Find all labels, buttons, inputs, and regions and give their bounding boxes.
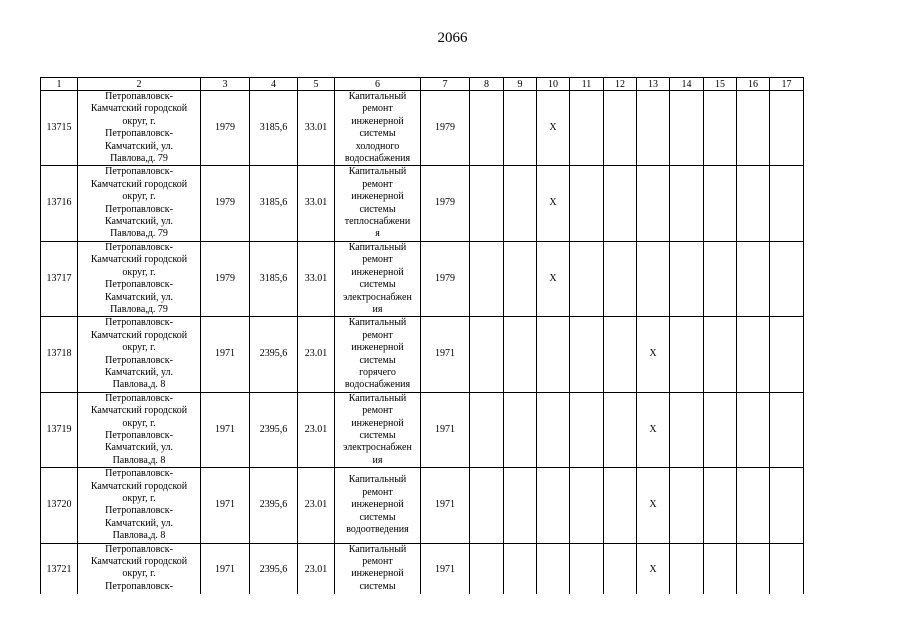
record-id-cell: 13718 xyxy=(41,317,78,392)
column-header: 11 xyxy=(570,78,604,91)
period-8-cell xyxy=(470,543,504,597)
period-13-cell xyxy=(637,166,670,241)
period-10-cell: X xyxy=(537,91,570,166)
column-header: 14 xyxy=(670,78,704,91)
year-cell: 1979 xyxy=(421,91,470,166)
code-cell: 23.01 xyxy=(298,317,335,392)
work-type-cell: Капитальный ремонт инженерной системы водоотведения xyxy=(335,468,421,543)
period-15-cell xyxy=(704,392,737,467)
column-header: 10 xyxy=(537,78,570,91)
record-id-cell: 13721 xyxy=(41,543,78,597)
table-row xyxy=(41,392,804,467)
address-cell: Петропавловск- Камчатский городской округ, г. Петропавловск- Камчатский, ул. Павлова,д. 8 xyxy=(78,317,201,392)
code-cell: 23.01 xyxy=(298,468,335,543)
year-cell: 1971 xyxy=(421,392,470,467)
period-12-cell xyxy=(604,468,637,543)
address-cell: Петропавловск- Камчатский городской округ, г. Петропавловск- Камчатский, ул. Павлова,д. 79 xyxy=(78,166,201,241)
record-id-cell: 13719 xyxy=(41,392,78,467)
work-type-cell: Капитальный ремонт инженерной системы горячего водоснабжения xyxy=(335,317,421,392)
work-type-cell: Капитальный ремонт инженерной системы xyxy=(335,543,421,597)
period-11-cell xyxy=(570,392,604,467)
period-17-cell xyxy=(770,468,804,543)
period-17-cell xyxy=(770,543,804,597)
period-15-cell xyxy=(704,166,737,241)
address-cell: Петропавловск- Камчатский городской округ, г. Петропавловск- xyxy=(78,543,201,597)
table-row xyxy=(41,241,804,316)
period-11-cell xyxy=(570,91,604,166)
period-10-cell xyxy=(537,392,570,467)
column-header: 15 xyxy=(704,78,737,91)
year-cell: 1979 xyxy=(421,241,470,316)
address-cell: Петропавловск- Камчатский городской округ, г. Петропавловск- Камчатский, ул. Павлова,д. 8 xyxy=(78,468,201,543)
area-cell: 2395,6 xyxy=(250,468,298,543)
period-9-cell xyxy=(504,543,537,597)
column-header: 8 xyxy=(470,78,504,91)
period-14-cell xyxy=(670,392,704,467)
period-12-cell xyxy=(604,91,637,166)
column-header: 12 xyxy=(604,78,637,91)
period-13-cell: X xyxy=(637,543,670,597)
work-type-cell: Капитальный ремонт инженерной системы электроснабжен ия xyxy=(335,241,421,316)
period-11-cell xyxy=(570,543,604,597)
column-header: 17 xyxy=(770,78,804,91)
record-id-cell: 13720 xyxy=(41,468,78,543)
period-9-cell xyxy=(504,468,537,543)
column-header: 16 xyxy=(737,78,770,91)
period-15-cell xyxy=(704,91,737,166)
period-17-cell xyxy=(770,241,804,316)
period-17-cell xyxy=(770,317,804,392)
column-header: 6 xyxy=(335,78,421,91)
period-12-cell xyxy=(604,241,637,316)
column-header: 3 xyxy=(201,78,250,91)
code-cell: 33.01 xyxy=(298,91,335,166)
year-cell: 1971 xyxy=(421,468,470,543)
year-built-cell: 1971 xyxy=(201,543,250,597)
area-cell: 2395,6 xyxy=(250,543,298,597)
period-16-cell xyxy=(737,241,770,316)
period-9-cell xyxy=(504,166,537,241)
area-cell: 2395,6 xyxy=(250,317,298,392)
period-13-cell: X xyxy=(637,468,670,543)
period-14-cell xyxy=(670,543,704,597)
code-cell: 23.01 xyxy=(298,392,335,467)
year-built-cell: 1971 xyxy=(201,392,250,467)
period-8-cell xyxy=(470,392,504,467)
table-row xyxy=(41,317,804,392)
column-header: 13 xyxy=(637,78,670,91)
area-cell: 3185,6 xyxy=(250,91,298,166)
period-12-cell xyxy=(604,317,637,392)
period-16-cell xyxy=(737,166,770,241)
table-row xyxy=(41,91,804,166)
table-row xyxy=(41,543,804,597)
period-12-cell xyxy=(604,392,637,467)
work-type-cell: Капитальный ремонт инженерной системы теплоснабжени я xyxy=(335,166,421,241)
page-number: 2066 xyxy=(437,30,468,46)
period-11-cell xyxy=(570,166,604,241)
period-12-cell xyxy=(604,166,637,241)
period-8-cell xyxy=(470,91,504,166)
column-header: 2 xyxy=(78,78,201,91)
period-13-cell xyxy=(637,241,670,316)
period-10-cell xyxy=(537,317,570,392)
period-16-cell xyxy=(737,543,770,597)
work-type-cell: Капитальный ремонт инженерной системы электроснабжен ия xyxy=(335,392,421,467)
record-id-cell: 13717 xyxy=(41,241,78,316)
period-8-cell xyxy=(470,468,504,543)
register-table xyxy=(40,77,804,598)
page-bottom-margin xyxy=(0,594,905,640)
year-built-cell: 1979 xyxy=(201,241,250,316)
period-13-cell xyxy=(637,91,670,166)
code-cell: 33.01 xyxy=(298,166,335,241)
period-11-cell xyxy=(570,468,604,543)
period-10-cell xyxy=(537,543,570,597)
year-built-cell: 1979 xyxy=(201,91,250,166)
period-15-cell xyxy=(704,468,737,543)
period-10-cell: X xyxy=(537,241,570,316)
period-13-cell: X xyxy=(637,392,670,467)
year-built-cell: 1971 xyxy=(201,317,250,392)
period-8-cell xyxy=(470,166,504,241)
code-cell: 23.01 xyxy=(298,543,335,597)
period-17-cell xyxy=(770,91,804,166)
period-15-cell xyxy=(704,317,737,392)
table-row xyxy=(41,166,804,241)
period-16-cell xyxy=(737,91,770,166)
period-9-cell xyxy=(504,241,537,316)
period-14-cell xyxy=(670,166,704,241)
period-9-cell xyxy=(504,392,537,467)
year-built-cell: 1971 xyxy=(201,468,250,543)
period-14-cell xyxy=(670,241,704,316)
year-cell: 1971 xyxy=(421,543,470,597)
period-12-cell xyxy=(604,543,637,597)
period-9-cell xyxy=(504,317,537,392)
area-cell: 2395,6 xyxy=(250,392,298,467)
period-16-cell xyxy=(737,392,770,467)
work-type-cell: Капитальный ремонт инженерной системы холодного водоснабжения xyxy=(335,91,421,166)
period-16-cell xyxy=(737,317,770,392)
period-14-cell xyxy=(670,317,704,392)
column-header: 9 xyxy=(504,78,537,91)
address-cell: Петропавловск- Камчатский городской округ, г. Петропавловск- Камчатский, ул. Павлова,д. 79 xyxy=(78,241,201,316)
code-cell: 33.01 xyxy=(298,241,335,316)
table-row xyxy=(41,468,804,543)
period-9-cell xyxy=(504,91,537,166)
period-11-cell xyxy=(570,241,604,316)
period-14-cell xyxy=(670,468,704,543)
table-body xyxy=(41,91,804,598)
period-14-cell xyxy=(670,91,704,166)
year-built-cell: 1979 xyxy=(201,166,250,241)
area-cell: 3185,6 xyxy=(250,241,298,316)
record-id-cell: 13715 xyxy=(41,91,78,166)
record-id-cell: 13716 xyxy=(41,166,78,241)
period-15-cell xyxy=(704,543,737,597)
column-number-row xyxy=(41,78,804,91)
column-header: 1 xyxy=(41,78,78,91)
column-header: 7 xyxy=(421,78,470,91)
column-header: 4 xyxy=(250,78,298,91)
period-8-cell xyxy=(470,317,504,392)
address-cell: Петропавловск- Камчатский городской округ, г. Петропавловск- Камчатский, ул. Павлова,д. 79 xyxy=(78,91,201,166)
year-cell: 1979 xyxy=(421,166,470,241)
address-cell: Петропавловск- Камчатский городской округ, г. Петропавловск- Камчатский, ул. Павлова,д. 8 xyxy=(78,392,201,467)
period-10-cell xyxy=(537,468,570,543)
period-10-cell: X xyxy=(537,166,570,241)
period-17-cell xyxy=(770,166,804,241)
period-8-cell xyxy=(470,241,504,316)
period-11-cell xyxy=(570,317,604,392)
year-cell: 1971 xyxy=(421,317,470,392)
period-13-cell: X xyxy=(637,317,670,392)
column-header: 5 xyxy=(298,78,335,91)
period-15-cell xyxy=(704,241,737,316)
period-17-cell xyxy=(770,392,804,467)
area-cell: 3185,6 xyxy=(250,166,298,241)
period-16-cell xyxy=(737,468,770,543)
